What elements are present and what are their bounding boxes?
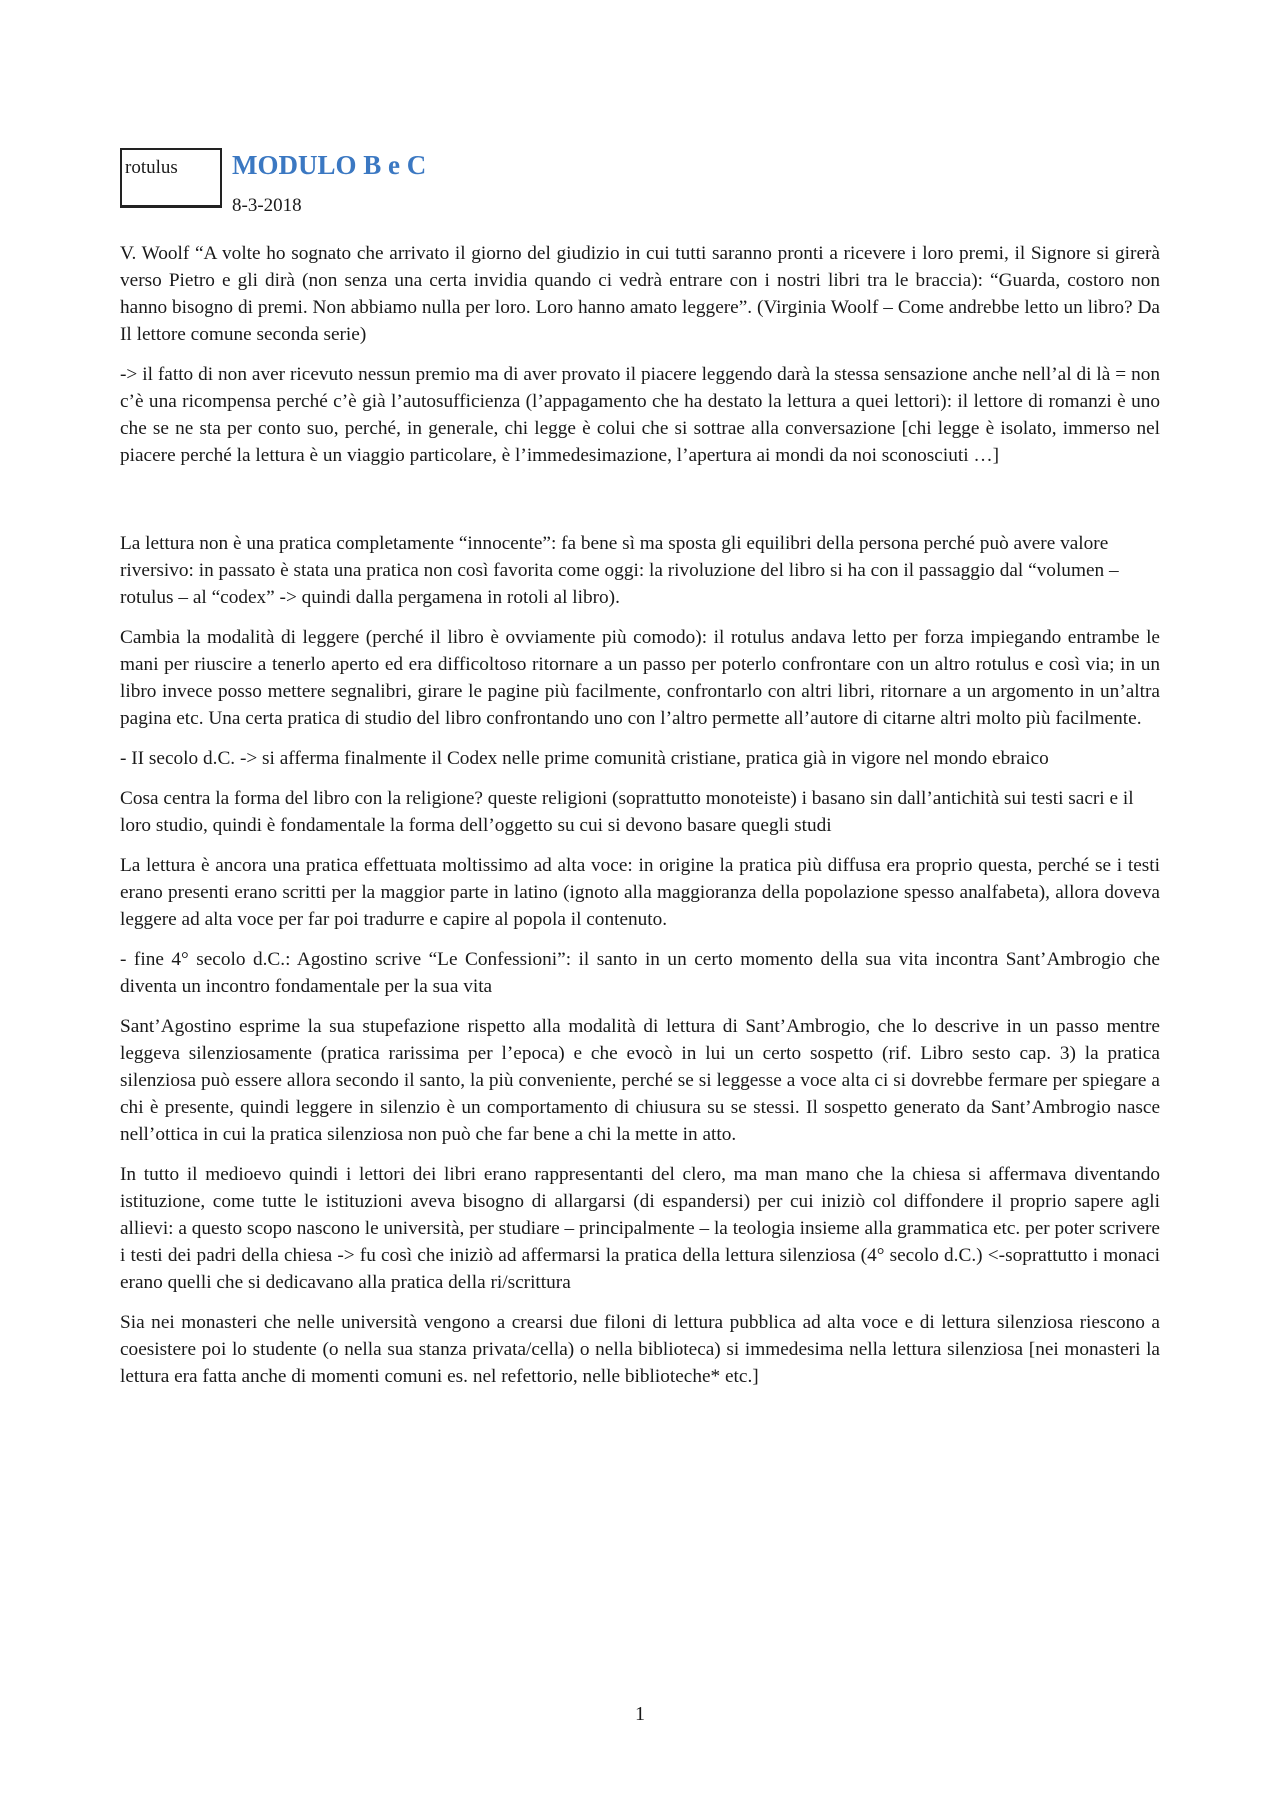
paragraph-reading-innocence: La lettura non è una pratica completamente “innocente”: fa bene sì ma sposta gli equilibri della persona perché può avere valore riversivo: in passato è stata una pratica non così favorita come oggi: la rivoluzione del libro si ha con il passaggio dal “volumen – rotulus – al “codex” -> quindi dalla pergamena in rotoli al libro). [120,533,1119,608]
paragraph-augustine-confessions: - fine 4° secolo d.C.: Agostino scrive “Le Confessioni”: il santo in un certo momento della sua vita incontra Sant’Ambrogio che diventa un incontro fondamentale per la sua vita [120,949,1160,997]
paragraph-codex-century: - II secolo d.C. -> si afferma finalmente il Codex nelle prime comunità cristiane, pratica già in vigore nel mondo ebraico [120,748,1049,769]
lecture-date: 8-3-2018 [232,195,302,216]
module-title: MODULO B e C [232,150,427,180]
paragraph-aloud-reading: La lettura è ancora una pratica effettuata moltissimo ad alta voce: in origine la pratica più diffusa era proprio questa, perché se i testi erano presenti erano scritti per la maggior parte in latino (ignoto alla maggioranza della popolazione spesso analfabeta), allora doveva leggere ad alta voce per far poi tradurre e capire al popola il contenuto. [120,855,1160,930]
paragraph-monasteries-universities: Sia nei monasteri che nelle università vengono a crearsi due filoni di lettura pubblica ad alta voce e di lettura silenziosa riescono a coesistere poi lo studente (o nella sua stanza privata/cella) o nella biblioteca) si immedesima nella lettura silenziosa [nei monasteri la lettura era fatta anche di momenti comuni es. nel refettorio, nelle biblioteche* etc.] [120,1312,1160,1387]
page-number: 1 [635,1703,645,1725]
spacer [120,482,1160,530]
paragraph-medieval-readers: In tutto il medioevo quindi i lettori dei libri erano rappresentanti del clero, ma man mano che la chiesa si affermava diventando istituzione, come tutte le istituzioni aveva bisogno di allargarsi (di espandersi) per cui iniziò col diffondere il proprio sapere agli allievi: a questo scopo nascono le università, per studiare – principalmente – la teologia insieme alla grammatica etc. per poter scrivere i testi dei padri della chiesa -> fu così che iniziò ad affermarsi la pratica della lettura silenziosa (4° secolo d.C.) <-soprattutto i monaci erano quelli che si dedicavano alla pratica della ri/scrittura [120,1164,1160,1293]
document-header [120,148,1160,218]
paragraph-ambrose-silent-reading: Sant’Agostino esprime la sua stupefazione rispetto alla modalità di lettura di Sant’Ambrogio, che lo descrive in un passo mentre leggeva silenziosamente (pratica rarissima per l’epoca) e che evocò in lui un certo sospetto (rif. Libro sesto cap. 3) la pratica silenziosa può essere allora secondo il santo, la più conveniente, perché se si leggesse a voce alta ci si dovrebbe fermare per spiegare a chi è presente, quindi leggere in silenzio è un comportamento di chiusura su se stessi. Il sospetto generato da Sant’Ambrogio nasce nell’ottica in cui la pratica silenziosa non può che far bene a chi la mette in atto. [120,1016,1160,1145]
rotulus-label: rotulus [125,157,178,178]
document-body [120,240,1160,1403]
paragraph-reward-commentary: -> il fatto di non aver ricevuto nessun premio ma di aver provato il piacere leggendo darà la stessa sensazione anche nell’al di là = non c’è una ricompensa perché c’è già l’autosufficienza (l’appagamento che ha destato la lettura a quei lettori): il lettore di romanzi è uno che se ne sta per conto suo, perché, in generale, chi legge è colui che si sottrae alla conversazione [chi legge è isolato, immerso nel piacere perché la lettura è un viaggio particolare, è l’immedesimazione, l’apertura ai mondi da noi sconosciuti …] [120,364,1160,466]
paragraph-reading-modality: Cambia la modalità di leggere (perché il libro è ovviamente più comodo): il rotulus andava letto per forza impiegando entrambe le mani per riuscire a tenerlo aperto ed era difficoltoso ritornare a un passo per poterlo confrontare con un altro rotulus e così via; in un libro invece posso mettere segnalibri, girare le pagine più facilmente, confrontarlo con altri libri, ritornare a un argomento in un’altra pagina etc. Una certa pratica di studio del libro confrontando uno con l’altro permette all’autore di citarne altri molto più facilmente. [120,627,1160,729]
rotulus-text-box [120,148,222,208]
paragraph-book-religion: Cosa centra la forma del libro con la religione? queste religioni (soprattutto monoteiste) i basano sin dall’antichità sui testi sacri e il loro studio, quindi è fondamentale la forma dell’oggetto su cui si devono basare quegli studi [120,788,1134,836]
paragraph-woolf-quote: V. Woolf “A volte ho sognato che arrivato il giorno del giudizio in cui tutti saranno pronti a ricevere i loro premi, il Signore si girerà verso Pietro e gli dirà (non senza una certa invidia quando ci vedrà entrare con i nostri libri tra le braccia): “Guarda, costoro non hanno bisogno di premi. Non abbiamo nulla per loro. Loro hanno amato leggere”. (Virginia Woolf – Come andrebbe letto un libro? Da Il lettore comune seconda serie) [120,243,1160,345]
